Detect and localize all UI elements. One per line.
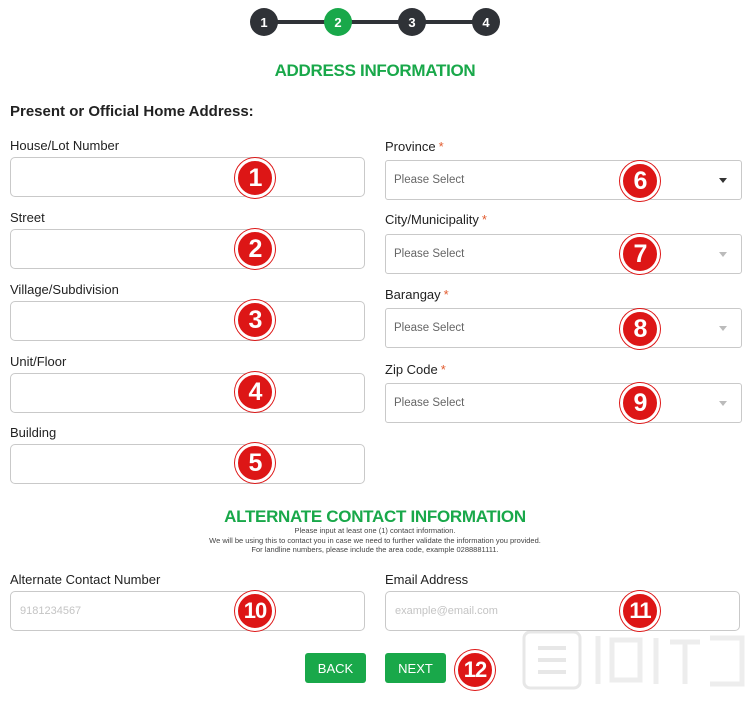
step-4: 4 xyxy=(472,8,500,36)
annotation-badge-4: 4 xyxy=(235,372,275,412)
barangay-select-value: Please Select xyxy=(394,322,465,334)
annotation-badge-8: 8 xyxy=(620,309,660,349)
step-2-current: 2 xyxy=(324,8,352,36)
building-input[interactable] xyxy=(10,444,365,484)
street-input[interactable] xyxy=(10,229,365,269)
alternate-contact-note-3: For landline numbers, please include the area code, example 0288881111. xyxy=(251,545,499,554)
alternate-contact-note-2: We will be using this to contact you in case we need to further validate the information you provided. xyxy=(209,535,541,545)
alternate-contact-title: ALTERNATE CONTACT INFORMATION xyxy=(224,507,526,526)
annotation-badge-12: 12 xyxy=(455,650,495,690)
step-1: 1 xyxy=(250,8,278,36)
house-lot-label: House/Lot Number xyxy=(10,138,120,153)
barangay-label xyxy=(385,287,449,302)
zip-code-label-text: Zip Code xyxy=(385,362,438,377)
chevron-down-icon xyxy=(719,326,727,331)
village-subdivision-input[interactable] xyxy=(10,301,365,341)
zip-code-select[interactable] xyxy=(385,383,742,423)
province-label-text: Province xyxy=(385,139,436,154)
stepper-track xyxy=(264,20,486,24)
required-mark: * xyxy=(440,362,446,377)
alternate-contact-label: Alternate Contact Number xyxy=(10,572,161,587)
annotation-badge-6: 6 xyxy=(620,161,660,201)
required-mark: * xyxy=(438,139,444,154)
city-municipality-label xyxy=(385,212,487,227)
annotation-badge-10: 10 xyxy=(235,591,275,631)
annotation-badge-7: 7 xyxy=(620,234,660,274)
email-label: Email Address xyxy=(385,572,469,587)
city-municipality-label-text: City/Municipality xyxy=(385,212,479,227)
street-label: Street xyxy=(10,210,45,225)
back-button[interactable]: BACK xyxy=(305,653,366,683)
unit-floor-label: Unit/Floor xyxy=(10,354,67,369)
annotation-badge-9: 9 xyxy=(620,383,660,423)
watermark-logo xyxy=(520,618,748,702)
progress-stepper xyxy=(250,8,500,36)
chevron-down-icon xyxy=(719,401,727,406)
unit-floor-input[interactable] xyxy=(10,373,365,413)
required-mark: * xyxy=(443,287,449,302)
city-municipality-select-value: Please Select xyxy=(394,248,465,260)
barangay-select[interactable] xyxy=(385,308,742,348)
house-lot-input[interactable] xyxy=(10,157,365,197)
alternate-contact-input[interactable] xyxy=(10,591,365,631)
province-select[interactable] xyxy=(385,160,742,200)
building-label: Building xyxy=(10,425,57,440)
village-subdivision-label: Village/Subdivision xyxy=(10,282,119,297)
annotation-badge-5: 5 xyxy=(235,443,275,483)
step-3: 3 xyxy=(398,8,426,36)
annotation-badge-3: 3 xyxy=(235,300,275,340)
barangay-label-text: Barangay xyxy=(385,287,441,302)
zip-code-label xyxy=(385,362,446,377)
alternate-contact-note-1: Please input at least one (1) contact information. xyxy=(294,526,456,535)
address-section-title: ADDRESS INFORMATION xyxy=(274,61,476,80)
annotation-badge-1: 1 xyxy=(235,158,275,198)
annotation-badge-2: 2 xyxy=(235,229,275,269)
city-municipality-select[interactable] xyxy=(385,234,742,274)
annotation-badge-11: 11 xyxy=(620,591,660,631)
chevron-down-icon xyxy=(719,252,727,257)
required-mark: * xyxy=(481,212,487,227)
address-subtitle: Present or Official Home Address: xyxy=(10,103,254,120)
chevron-down-icon xyxy=(719,178,727,183)
next-button[interactable]: NEXT xyxy=(385,653,446,683)
province-label xyxy=(385,139,444,154)
zip-code-select-value: Please Select xyxy=(394,397,465,409)
province-select-value: Please Select xyxy=(394,174,465,186)
